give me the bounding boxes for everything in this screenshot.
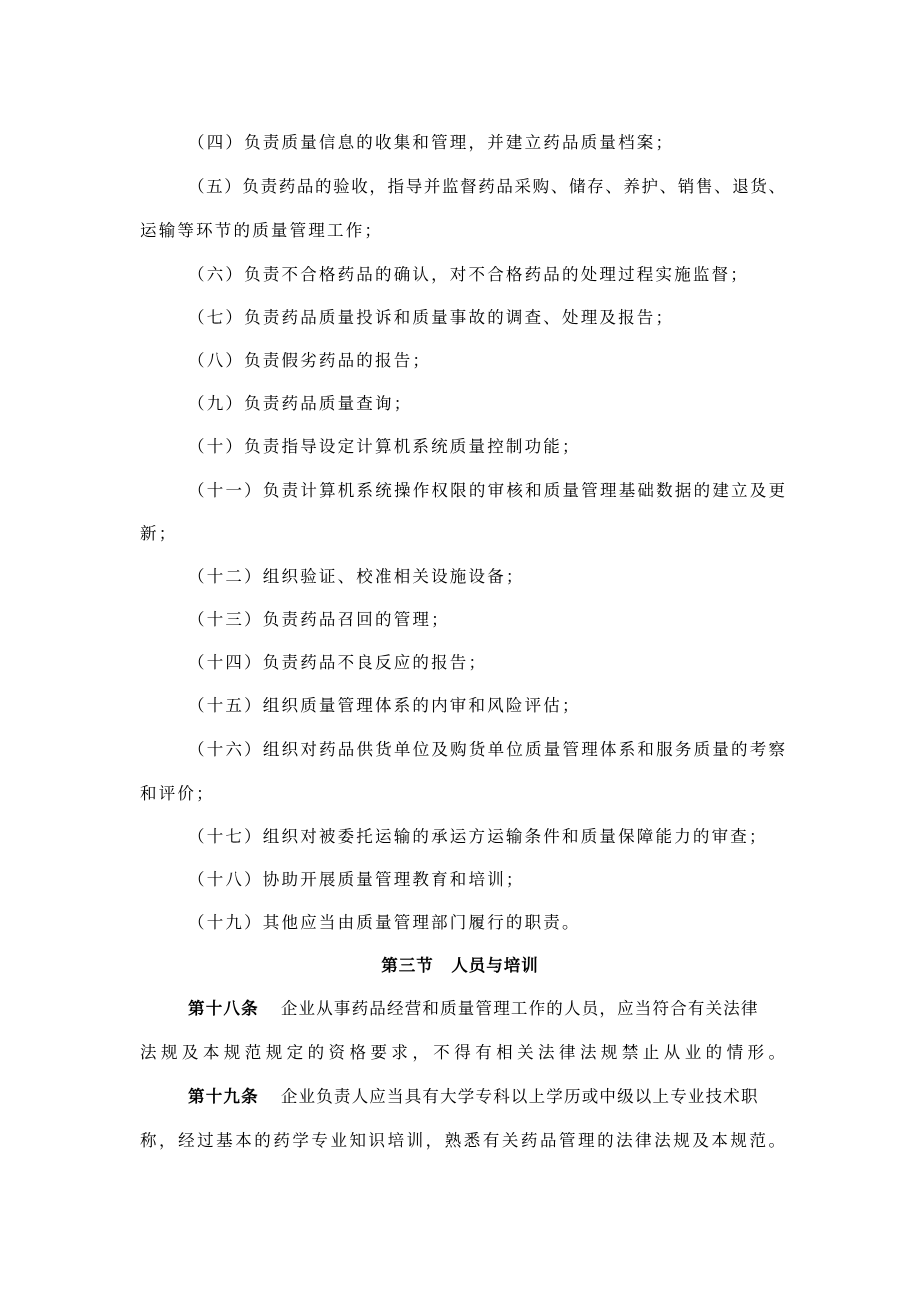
item-9: （九）负责药品质量查询；	[188, 394, 413, 413]
article-18-line2: 法规及本规范规定的资格要求，不得有相关法律法规禁止从业的情形。	[140, 1043, 785, 1062]
item-10: （十）负责指导设定计算机系统质量控制功能；	[188, 437, 581, 456]
section-heading: 第三节 人员与培训	[381, 956, 539, 975]
article-18-line1	[188, 998, 785, 1020]
item-13: （十三）负责药品召回的管理；	[188, 610, 450, 629]
item-14: （十四）负责药品不良反应的报告；	[188, 653, 488, 672]
article-18-label: 第十八条	[188, 999, 259, 1018]
article-19-label: 第十九条	[188, 1087, 259, 1106]
item-4: （四）负责质量信息的收集和管理，并建立药品质量档案；	[188, 133, 675, 152]
article-18-text1: 企业从事药品经营和质量管理工作的人员，应当符合有关法律	[280, 999, 759, 1018]
item-8: （八）负责假劣药品的报告；	[188, 351, 432, 370]
item-16-line2: 和评价；	[140, 784, 215, 803]
article-19-text1: 企业负责人应当具有大学专科以上学历或中级以上专业技术职	[280, 1087, 759, 1106]
item-11-line2: 新；	[140, 524, 178, 543]
article-19-line2: 称，经过基本的药学专业知识培训，熟悉有关药品管理的法律法规及本规范。	[140, 1131, 785, 1150]
item-15: （十五）组织质量管理体系的内审和风险评估；	[188, 696, 581, 715]
item-11-line1: （十一）负责计算机系统操作权限的审核和质量管理基础数据的建立及更	[188, 481, 785, 500]
item-18: （十八）协助开展质量管理教育和培训；	[188, 870, 525, 889]
item-16-line1: （十六）组织对药品供货单位及购货单位质量管理体系和服务质量的考察	[188, 740, 785, 759]
item-12: （十二）组织验证、校准相关设施设备；	[188, 567, 525, 586]
article-19-line1	[188, 1086, 785, 1108]
item-7: （七）负责药品质量投诉和质量事故的调查、处理及报告；	[188, 308, 675, 327]
item-17: （十七）组织对被委托运输的承运方运输条件和质量保障能力的审查；	[188, 827, 768, 846]
item-5-line2: 运输等环节的质量管理工作；	[140, 221, 384, 240]
item-5-line1: （五）负责药品的验收，指导并监督药品采购、储存、养护、销售、退货、	[188, 177, 785, 196]
item-6: （六）负责不合格药品的确认，对不合格药品的处理过程实施监督；	[188, 265, 749, 284]
item-19: （十九）其他应当由质量管理部门履行的职责。	[188, 913, 581, 932]
